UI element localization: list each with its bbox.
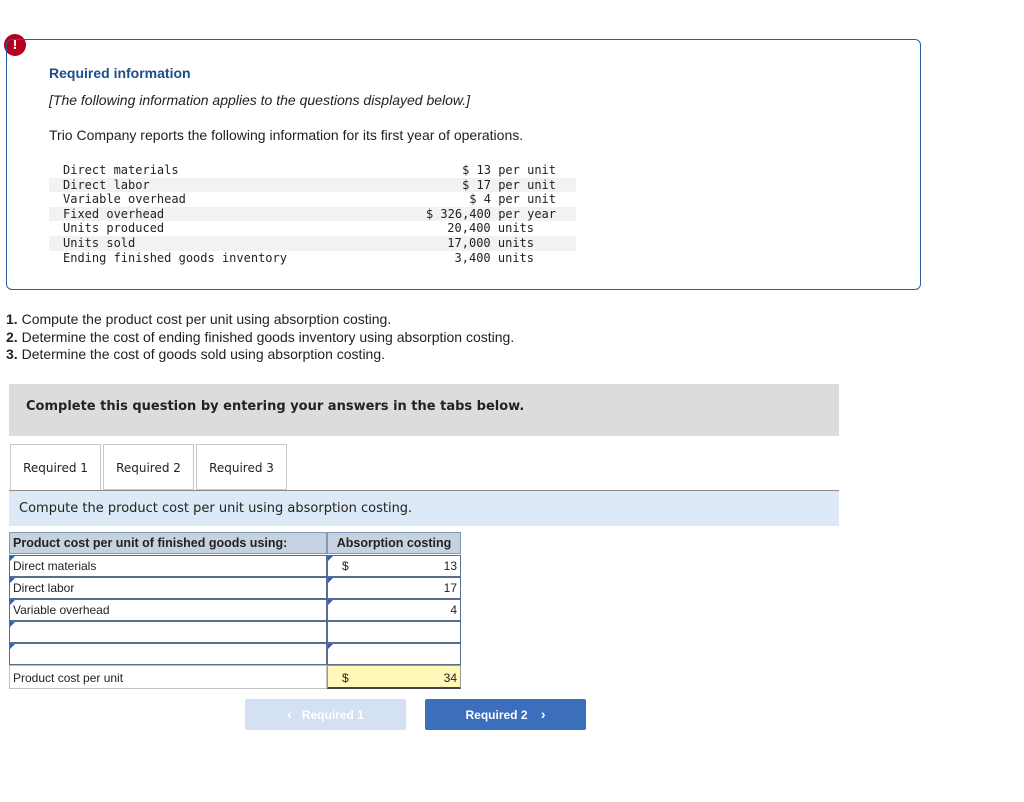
next-button[interactable] <box>425 699 586 730</box>
data-value: $ 17 per unit <box>462 177 556 192</box>
chevron-right-icon: › <box>540 706 546 722</box>
question-list <box>6 311 514 364</box>
data-label: Variable overhead <box>63 192 186 207</box>
amount-value: 17 <box>443 581 457 595</box>
alert-icon: ! <box>4 34 26 56</box>
amount-input[interactable] <box>327 577 461 599</box>
row-label: Variable overhead <box>13 603 110 617</box>
data-row <box>49 251 576 266</box>
data-value: 3,400 units <box>454 250 534 265</box>
info-intro: Trio Company reports the following information for its first year of operations. <box>49 127 524 143</box>
dropdown-marker-icon <box>10 622 15 627</box>
dollar-sign: $ <box>342 559 349 573</box>
row-label: Direct materials <box>13 559 97 573</box>
info-subtitle: [The following information applies to the questions displayed below.] <box>49 92 471 108</box>
info-title: Required information <box>49 65 191 81</box>
dropdown-marker-icon <box>10 644 15 649</box>
data-label: Units produced <box>63 221 165 236</box>
data-label: Direct materials <box>63 163 179 177</box>
question-prompt <box>9 491 839 526</box>
amount-value: 4 <box>450 603 457 617</box>
row-label-input[interactable] <box>9 577 327 599</box>
question-item <box>6 346 514 364</box>
question-number: 3. <box>6 346 18 362</box>
amount-input[interactable] <box>327 555 461 577</box>
amount-input[interactable] <box>327 621 461 643</box>
question-text: Determine the cost of ending finished goods inventory using absorption costing. <box>17 328 515 345</box>
row-label-input[interactable] <box>9 555 327 577</box>
data-label: Ending finished goods inventory <box>63 250 287 265</box>
amount-input[interactable] <box>327 643 461 665</box>
banner-text: Complete this question by entering your answers in the tabs below. <box>26 399 525 414</box>
amount-input[interactable] <box>327 599 461 621</box>
question-text: Compute the product cost per unit using absorption costing. <box>17 311 392 327</box>
amount-value: 13 <box>443 559 457 573</box>
data-value: $ 13 per unit <box>462 163 556 177</box>
data-label: Direct labor <box>63 177 150 192</box>
chevron-left-icon: ‹ <box>287 706 292 722</box>
tab-required-3[interactable]: Required 3 <box>196 444 287 490</box>
question-item <box>6 329 514 347</box>
question-text: Determine the cost of goods sold using absorption costing. <box>17 346 386 362</box>
dropdown-marker-icon <box>328 600 333 605</box>
data-value: $ 4 per unit <box>469 192 556 207</box>
total-label: Product cost per unit <box>13 671 124 685</box>
next-label: Required 2 <box>465 708 528 722</box>
previous-button[interactable] <box>245 699 406 730</box>
data-row <box>49 221 576 236</box>
required-information-panel <box>6 39 921 290</box>
dropdown-marker-icon <box>328 556 333 561</box>
row-label: Direct labor <box>13 581 75 595</box>
tab-required-1[interactable]: Required 1 <box>10 444 101 491</box>
data-row <box>49 207 576 222</box>
row-label-input[interactable] <box>9 621 327 643</box>
row-label-input[interactable] <box>9 599 327 621</box>
data-value: 20,400 units <box>447 221 534 236</box>
instruction-banner <box>9 384 839 436</box>
company-data-table <box>49 163 576 265</box>
data-label: Fixed overhead <box>63 206 165 221</box>
total-label-cell <box>9 665 327 689</box>
answer-header-right: Absorption costing <box>327 532 461 554</box>
data-row <box>49 236 576 251</box>
tab-required-2[interactable]: Required 2 <box>103 444 194 490</box>
data-row <box>49 163 576 178</box>
data-value: 17,000 units <box>447 235 534 250</box>
answer-header-left: Product cost per unit of finished goods using: <box>9 532 327 554</box>
data-row <box>49 178 576 193</box>
row-label-input[interactable] <box>9 643 327 665</box>
data-value: $ 326,400 per year <box>425 206 556 221</box>
question-number: 2. <box>6 328 18 345</box>
previous-label: Required 1 <box>301 708 364 722</box>
question-number: 1. <box>6 311 18 327</box>
question-item <box>6 311 514 329</box>
dropdown-marker-icon <box>328 644 333 649</box>
data-row <box>49 192 576 207</box>
total-amount <box>327 665 461 689</box>
data-label: Units sold <box>63 235 136 250</box>
prompt-text: Compute the product cost per unit using absorption costing. <box>19 501 413 516</box>
dollar-sign: $ <box>342 671 349 685</box>
total-value: 34 <box>443 671 457 685</box>
dropdown-marker-icon <box>328 578 333 583</box>
